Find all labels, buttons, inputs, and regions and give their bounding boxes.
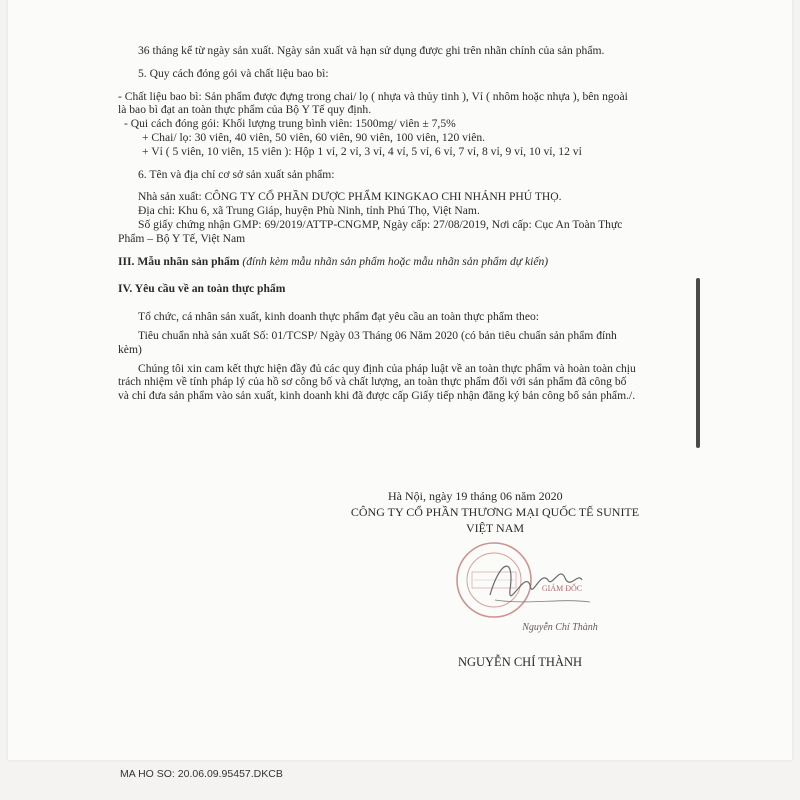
- company-name-line1: CÔNG TY CỔ PHẦN THƯƠNG MẠI QUỐC TẾ SUNITE: [350, 505, 640, 519]
- section-6-title: 6. Tên và địa chỉ cơ sở sản xuất sản phẩm:: [138, 167, 335, 181]
- manufacturer: Nhà sản xuất: CÔNG TY CỔ PHẦN DƯỢC PHẨM KINGKAO CHI NHÁNH PHÚ THỌ.: [138, 190, 562, 204]
- packaging-spec: - Qui cách đóng gói: Khối lượng trung bình viên: 1500mg/ viên ± 7,5%: [124, 117, 456, 131]
- handwritten-name: Nguyễn Chí Thành: [522, 622, 598, 633]
- signer-name: NGUYỄN CHÍ THÀNH: [457, 655, 583, 669]
- section-3-note: (đính kèm mẫu nhãn sản phẩm hoặc mẫu nhãn sản phẩm dự kiến): [242, 254, 549, 268]
- packaging-bottle: + Chai/ lọ: 30 viên, 40 viên, 50 viên, 60 viên, 90 viên, 100 viên, 120 viên.: [142, 130, 486, 144]
- section-3-heading: [118, 255, 638, 269]
- commitment-paragraph: Chúng tôi xin cam kết thực hiện đầy đủ các quy định của pháp luật về an toàn thực phẩm và hoàn toàn chịu trách nhiệm về tính pháp lý của hồ sơ công bố và chất lượng, an toàn thực phẩm đối với sản phẩm đã công bố và chỉ đưa sản phẩm vào sản xuất, kinh doanh khi đã được cấp Giấy tiếp nhận đăng ký bản công bố sản phẩm./.: [118, 361, 636, 403]
- gmp-certificate: Số giấy chứng nhận GMP: 69/2019/ATTP-CNGMP, Ngày cấp: 27/08/2019, Nơi cấp: Cục An Toàn Thực Phẩm – Bộ Y Tế, Việt Nam: [118, 217, 623, 245]
- manufacturer-standard: Tiêu chuẩn nhà sản xuất Số: 01/TCSP/ Ngày 03 Tháng 06 Năm 2020 (có bản tiêu chuẩn sản phẩm đính kèm): [118, 328, 617, 356]
- section-5-title: 5. Quy cách đóng gói và chất liệu bao bì:: [138, 66, 329, 80]
- scrollbar[interactable]: [696, 278, 700, 448]
- handwritten-role: GIÁM ĐỐC: [541, 584, 583, 593]
- safety-requirement: Tổ chức, cá nhân sản xuất, kinh doanh thực phẩm đạt yêu cầu an toàn thực phẩm theo:: [138, 310, 539, 324]
- place-date: Hà Nội, ngày 19 tháng 06 năm 2020: [388, 489, 563, 503]
- company-name-line2: VIỆT NAM: [465, 521, 525, 535]
- section-3-title: III. Mẫu nhãn sản phẩm: [118, 254, 240, 268]
- section-4-title: IV. Yêu cầu về an toàn thực phẩm: [118, 282, 286, 296]
- signature-scribble-icon: [470, 550, 630, 650]
- paragraph-shelf-life: 36 tháng kể từ ngày sản xuất. Ngày sản xuất và hạn sử dụng được ghi trên nhãn chính của sản phẩm.: [138, 44, 605, 57]
- dossier-code: MA HO SO: 20.06.09.95457.DKCB: [120, 768, 283, 780]
- packaging-material: - Chất liệu bao bì: Sản phẩm được đựng trong chai/ lọ ( nhựa và thủy tinh ), Vỉ ( nhôm hoặc nhựa ), bên ngoài là bao bì đạt an toàn thực phẩm của Bộ Y Tế quy định.: [118, 89, 628, 117]
- manufacturer-address: Địa chỉ: Khu 6, xã Trung Giáp, huyện Phù Ninh, tỉnh Phú Thọ, Việt Nam.: [138, 204, 480, 218]
- document-body: [118, 44, 638, 403]
- packaging-blister: + Vỉ ( 5 viên, 10 viên, 15 viên ): Hộp 1 vỉ, 2 vỉ, 3 vỉ, 4 vỉ, 5 vỉ, 6 vỉ, 7 vỉ, 8 vỉ, 9 vỉ, 10 vỉ, 12 vỉ: [142, 144, 582, 158]
